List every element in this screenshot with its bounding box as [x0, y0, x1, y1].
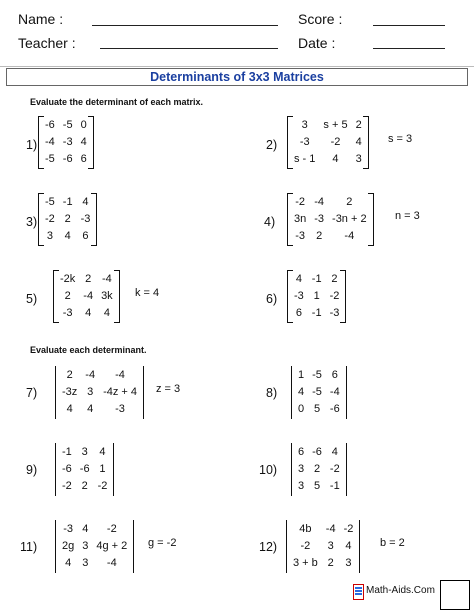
matrix-entry: 2 [85, 273, 92, 285]
matrix-entry: 2 [355, 119, 362, 131]
matrix-entry: s - 1 [294, 153, 316, 165]
determinant-matrix [55, 443, 114, 496]
matrix-entry: 0 [80, 119, 87, 131]
matrix-entry: 2g [62, 540, 75, 552]
problem-number: 2) [266, 138, 278, 152]
matrix-entry: -5 [45, 153, 55, 165]
matrix-entry: -2 [330, 136, 341, 148]
matrix-entry: -1 [311, 307, 322, 319]
matrix-entry: -6 [312, 446, 322, 458]
matrix-entry: 4 [99, 446, 106, 458]
matrix-entry: -6 [62, 463, 72, 475]
problem-number: 7) [26, 386, 38, 400]
variable-condition: b = 2 [380, 537, 405, 549]
matrix-entry: -2 [295, 196, 306, 208]
matrix-entry: 4g + 2 [96, 540, 128, 552]
matrix-entry: -2 [97, 480, 108, 492]
qr-code-icon [440, 580, 470, 610]
matrix-entry: -3 [62, 136, 73, 148]
matrix-entry: 4 [64, 230, 71, 242]
matrix-entry: 1 [99, 463, 106, 475]
matrix-entry: 4 [82, 523, 89, 535]
score-line[interactable] [373, 25, 445, 26]
matrix-entry: 3n [294, 213, 307, 225]
matrix-entry: 4 [66, 403, 73, 415]
matrix-entry: -3 [295, 230, 306, 242]
matrix-entry: 2 [346, 196, 353, 208]
bracket-matrix [53, 270, 120, 323]
matrix-entry: 2 [313, 463, 321, 475]
matrix-entry: -6 [62, 153, 73, 165]
matrix-entry: -4 [45, 136, 55, 148]
matrix-entry: 4 [295, 273, 302, 285]
problem-number: 6) [266, 292, 278, 306]
matrix-entry: -6 [45, 119, 55, 131]
matrix-entry: s + 5 [323, 119, 348, 131]
matrix-entry: 4 [298, 386, 305, 398]
matrix-entry: 1 [298, 369, 305, 381]
matrix-entry: 4 [355, 136, 362, 148]
matrix-entry: 3 [82, 557, 89, 569]
matrix-entry: -3 [63, 523, 74, 535]
matrix-entry: 3 [81, 446, 88, 458]
matrix-entry: 5 [313, 480, 321, 492]
matrix-entry: 2 [327, 557, 334, 569]
matrix-entry: -4 [85, 369, 96, 381]
matrix-entry: -4z + 4 [103, 386, 137, 398]
matrix-entry: -4 [329, 386, 340, 398]
variable-condition: s = 3 [388, 133, 413, 145]
matrix-entry: 3 [298, 480, 305, 492]
problem-number: 12) [259, 540, 278, 554]
matrix-entry: -5 [312, 386, 322, 398]
problem-number: 4) [264, 215, 276, 229]
matrix-entry: -4 [325, 523, 336, 535]
matrix-entry: -5 [62, 119, 73, 131]
matrix-entry: 6 [331, 369, 338, 381]
matrix-entry: 2 [81, 480, 88, 492]
date-line[interactable] [373, 48, 445, 49]
matrix-entry: 3 [298, 463, 305, 475]
problem-number: 1) [26, 138, 38, 152]
matrix-entry: 4 [85, 307, 92, 319]
problem-number: 11) [20, 540, 38, 554]
determinant-matrix [291, 443, 347, 496]
matrix-entry: -1 [329, 480, 340, 492]
matrix-entry: 3k [101, 290, 113, 302]
matrix-entry: -3 [62, 307, 73, 319]
worksheet-title: Determinants of 3x3 Matrices [6, 68, 468, 86]
matrix-entry: -3 [80, 213, 91, 225]
determinant-matrix [55, 366, 144, 419]
matrix-entry: 4 [345, 540, 352, 552]
bracket-matrix [38, 116, 94, 169]
matrix-entry: -3z [62, 386, 78, 398]
matrix-entry: 5 [313, 403, 321, 415]
matrix-entry: -2 [329, 463, 340, 475]
header-rule [0, 66, 474, 67]
problem-number: 3) [26, 215, 38, 229]
problem-number: 8) [266, 386, 278, 400]
matrix-entry: 4 [65, 557, 72, 569]
matrix-entry: -6 [79, 463, 90, 475]
section1-instruction: Evaluate the determinant of each matrix. [30, 97, 204, 107]
matrix-entry: -4 [314, 196, 325, 208]
matrix-entry: -5 [312, 369, 322, 381]
matrix-entry: -2 [300, 540, 311, 552]
matrix-entry: -4 [344, 230, 355, 242]
matrix-entry: -4 [101, 273, 112, 285]
determinant-matrix [55, 520, 134, 573]
matrix-entry: 6 [82, 230, 89, 242]
matrix-entry: 4 [103, 307, 110, 319]
matrix-entry: -1 [311, 273, 322, 285]
matrix-entry: -2 [329, 290, 340, 302]
bracket-matrix [287, 270, 346, 323]
matrix-entry: 6 [80, 153, 87, 165]
matrix-entry: 4 [82, 196, 89, 208]
matrix-entry: -3 [115, 403, 125, 415]
matrix-entry: 4 [332, 153, 339, 165]
problem-number: 10) [259, 463, 278, 477]
score-label: Score : [298, 11, 343, 27]
matrix-entry: -3 [329, 307, 340, 319]
matrix-entry: -2 [62, 480, 72, 492]
matrix-entry: -2 [343, 523, 354, 535]
variable-condition: g = -2 [148, 537, 177, 549]
matrix-entry: 4 [80, 136, 87, 148]
matrix-entry: 2 [66, 369, 73, 381]
matrix-entry: 4 [87, 403, 94, 415]
problem-number: 5) [26, 292, 38, 306]
name-line[interactable] [92, 25, 278, 26]
matrix-entry: -4 [106, 557, 117, 569]
matrix-entry: -3n + 2 [332, 213, 367, 225]
matrix-entry: 6 [298, 446, 305, 458]
variable-condition: k = 4 [135, 287, 160, 299]
matrix-entry: 3 [301, 119, 308, 131]
site-name: Math-Aids.Com [366, 585, 435, 596]
teacher-label: Teacher : [18, 35, 76, 51]
bracket-matrix [287, 116, 369, 169]
matrix-entry: 3 [327, 540, 334, 552]
bracket-matrix [38, 193, 97, 246]
determinant-matrix [291, 366, 347, 419]
matrix-entry: 6 [295, 307, 302, 319]
matrix-entry: -4 [83, 290, 94, 302]
matrix-entry: -2k [60, 273, 76, 285]
determinant-matrix [286, 520, 360, 573]
section2-instruction: Evaluate each determinant. [30, 345, 147, 355]
matrix-entry: 0 [298, 403, 305, 415]
variable-condition: z = 3 [156, 383, 181, 395]
matrix-entry: -2 [106, 523, 117, 535]
matrix-entry: 1 [313, 290, 320, 302]
matrix-entry: -1 [62, 446, 72, 458]
matrix-entry: -3 [299, 136, 310, 148]
math-aids-logo-icon [353, 584, 364, 600]
matrix-entry: 3 [355, 153, 362, 165]
matrix-entry: 4 [331, 446, 338, 458]
matrix-entry: -5 [45, 196, 55, 208]
variable-condition: n = 3 [395, 210, 420, 222]
matrix-entry: 3 [46, 230, 53, 242]
matrix-entry: -2 [45, 213, 55, 225]
matrix-entry: 3 [345, 557, 352, 569]
matrix-entry: 2 [316, 230, 323, 242]
matrix-entry: -3 [294, 290, 304, 302]
matrix-entry: 3 + b [293, 557, 318, 569]
matrix-entry: -3 [314, 213, 325, 225]
matrix-entry: 3 [87, 386, 94, 398]
matrix-entry: -6 [329, 403, 340, 415]
teacher-line[interactable] [100, 48, 278, 49]
matrix-entry: -1 [62, 196, 73, 208]
matrix-entry: 2 [331, 273, 338, 285]
matrix-entry: 4b [299, 523, 312, 535]
problem-number: 9) [26, 463, 38, 477]
bracket-matrix [287, 193, 374, 246]
matrix-entry: 2 [64, 213, 71, 225]
matrix-entry: 3 [82, 540, 89, 552]
name-label: Name : [18, 11, 64, 27]
matrix-entry: -4 [115, 369, 125, 381]
matrix-entry: 2 [64, 290, 71, 302]
date-label: Date : [298, 35, 336, 51]
